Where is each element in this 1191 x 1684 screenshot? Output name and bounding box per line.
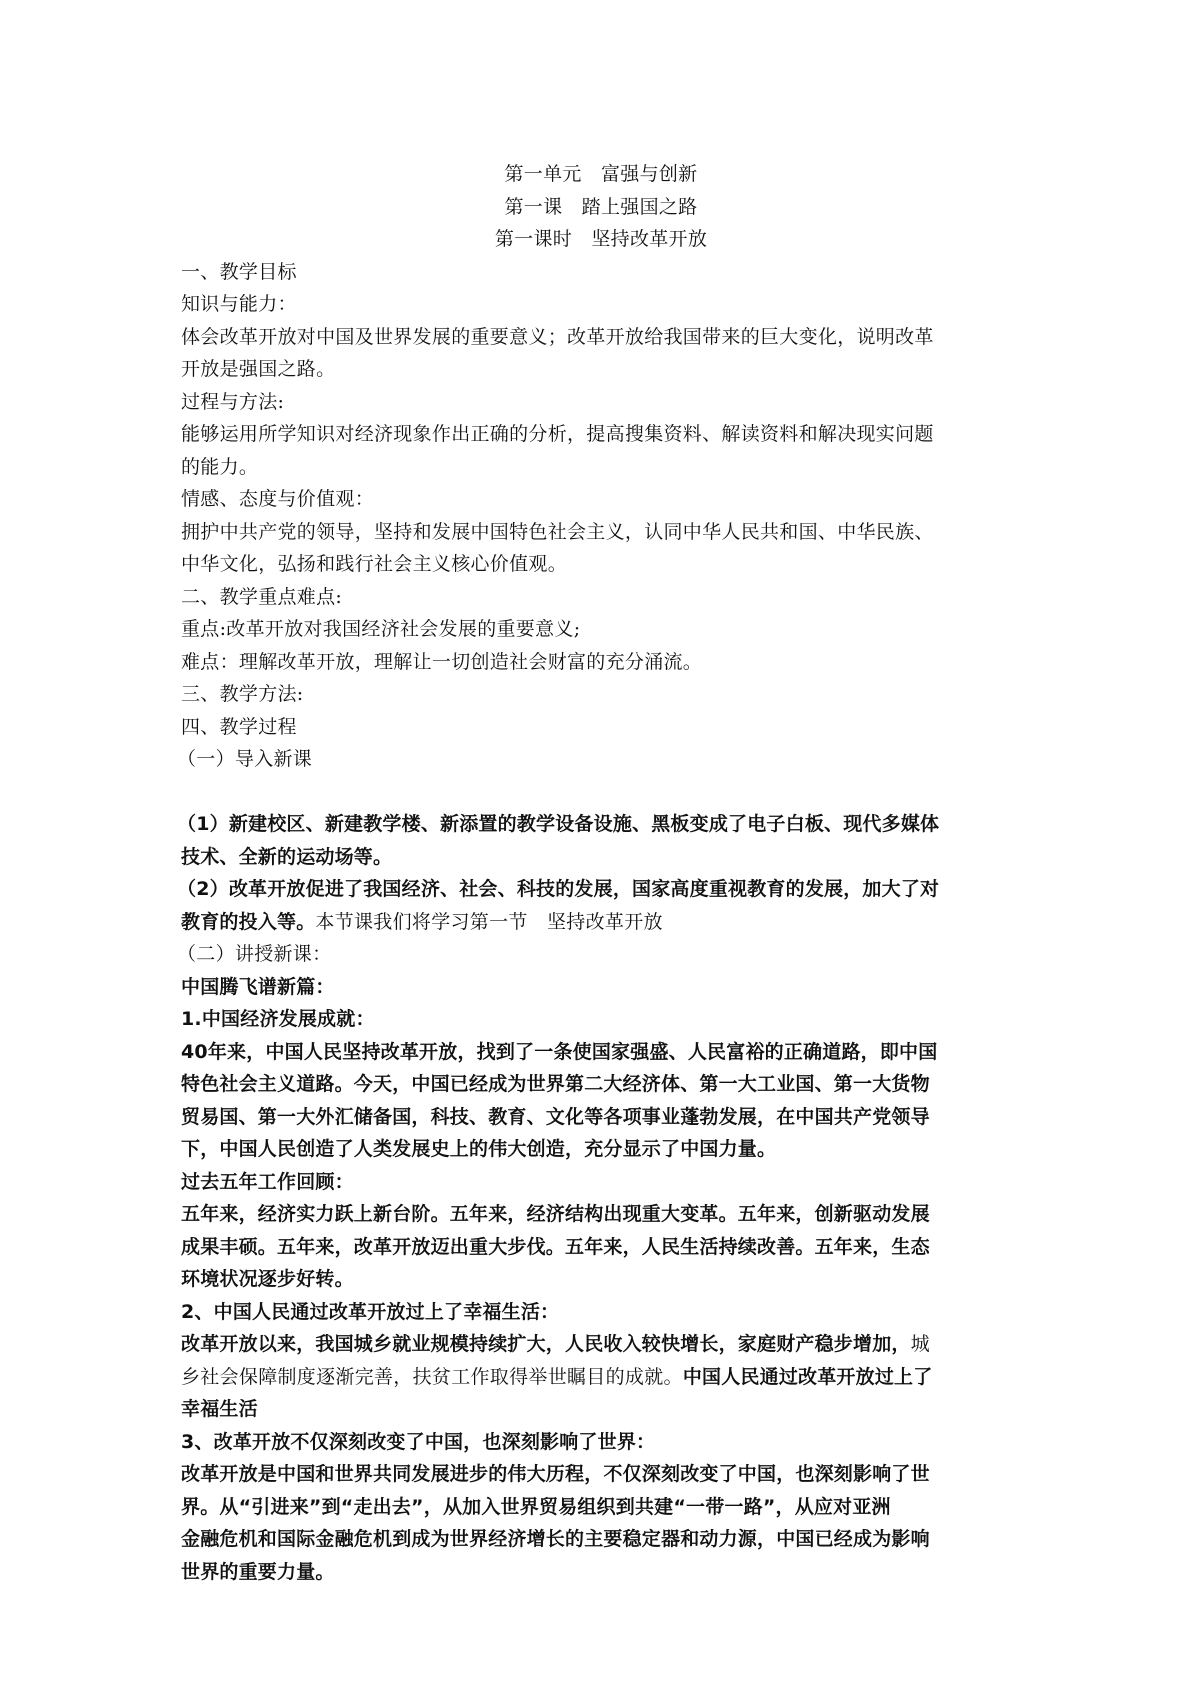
point-2-line-2	[181, 1361, 1021, 1394]
point-2-line-3: 幸福生活	[181, 1398, 258, 1420]
emotion-label: 情感、态度与价值观：	[181, 488, 375, 510]
intro-item-2-line-2	[181, 906, 1021, 939]
intro-item-2-line-1: （2）改革开放促进了我国经济、社会、科技的发展，国家高度重视教育的发展，加大了对	[177, 878, 940, 900]
point-1-line-2: 特色社会主义道路。今天，中国已经成为世界第二大经济体、第一大工业国、第一大货物	[181, 1073, 930, 1095]
document-body	[177, 158, 1021, 1588]
point-3-line-1: 改革开放是中国和世界共同发展进步的伟大历程，不仅深刻改变了中国，也深刻影响了世	[181, 1463, 930, 1485]
point-1-title: 1.中国经济发展成就：	[181, 1008, 375, 1030]
process-method-text-1: 能够运用所学知识对经济现象作出正确的分析，提高搜集资料、解读资料和解决现实问题	[181, 423, 934, 445]
intro-item-2-normal: 本节课我们将学习第一节 坚持改革开放	[315, 910, 663, 933]
intro-item-1-line-1: （1）新建校区、新建教学楼、新添置的教学设备设施、黑板变成了电子白板、现代多媒体	[177, 813, 940, 835]
process-heading: 四、教学过程	[181, 715, 297, 738]
review-line-3: 环境状况逐步好转。	[181, 1268, 354, 1290]
emotion-text-1: 拥护中共产党的领导，坚持和发展中国特色社会主义，认同中华人民共和国、中华民族、	[181, 520, 934, 543]
methods-heading: 三、教学方法:	[181, 683, 304, 705]
point-1-line-1: 40年来，中国人民坚持改革开放，找到了一条使国家强盛、人民富裕的正确道路，即中国	[181, 1040, 938, 1063]
point-1-line-4: 下，中国人民创造了人类发展史上的伟大创造，充分显示了中国力量。	[181, 1138, 777, 1160]
point-2-line-2-bold: 中国人民通过改革开放过上了	[682, 1365, 933, 1388]
period-title: 第一课时 坚持改革开放	[494, 228, 708, 250]
point-2-line-1	[181, 1328, 1021, 1361]
emotion-text-2: 中华文化，弘扬和践行社会主义核心价值观。	[181, 553, 568, 575]
knowledge-label: 知识与能力：	[181, 293, 297, 315]
section-title: 中国腾飞谱新篇：	[181, 975, 335, 998]
blank-line	[181, 776, 1021, 809]
goals-heading: 一、教学目标	[181, 260, 297, 283]
teach-label: （二）讲授新课：	[177, 943, 332, 965]
point-3-line-2: 界。从“引进来”到“走出去”，从加入世界贸易组织到共建“一带一路”，从应对亚洲	[181, 1495, 891, 1518]
knowledge-text-1: 体会改革开放对中国及世界发展的重要意义；改革开放给我国带来的巨大变化，说明改革	[181, 325, 934, 348]
intro-label: （一）导入新课	[177, 748, 313, 770]
process-method-text-2: 的能力。	[181, 455, 259, 478]
point-3-title: 3、改革开放不仅深刻改变了中国，也深刻影响了世界：	[181, 1430, 656, 1453]
difficult-point: 难点：理解改革开放，理解让一切创造社会财富的充分涌流。	[181, 650, 703, 673]
review-line-2: 成果丰硕。五年来，改革开放迈出重大步伐。五年来，人民生活持续改善。五年来，生态	[181, 1235, 930, 1258]
point-2-title: 2、中国人民通过改革开放过上了幸福生活：	[181, 1300, 560, 1323]
review-title: 过去五年工作回顾：	[181, 1170, 354, 1193]
point-2-line-2-normal: 乡社会保障制度逐渐完善，扶贫工作取得举世瞩目的成就。	[181, 1365, 683, 1388]
lesson-title: 第一课 踏上强国之路	[504, 195, 698, 218]
point-2-line-1-bold: 改革开放以来，我国城乡就业规模持续扩大，人民收入较快增长，家庭财产稳步增加，	[181, 1333, 911, 1355]
intro-item-2-bold: 教育的投入等。	[181, 910, 316, 933]
point-2-line-1-normal: 城	[910, 1333, 930, 1355]
key-point: 重点:改革开放对我国经济社会发展的重要意义;	[181, 618, 581, 640]
process-method-label: 过程与方法:	[181, 390, 285, 413]
point-3-line-4: 世界的重要力量。	[181, 1560, 335, 1583]
keypoints-heading: 二、教学重点难点:	[181, 585, 343, 608]
review-line-1: 五年来，经济实力跃上新台阶。五年来，经济结构出现重大变革。五年来，创新驱动发展	[181, 1203, 930, 1225]
intro-item-1-line-2: 技术、全新的运动场等。	[181, 845, 393, 868]
knowledge-text-2: 开放是强国之路。	[181, 358, 336, 380]
unit-title: 第一单元 富强与创新	[504, 163, 698, 185]
point-3-line-3: 金融危机和国际金融危机到成为世界经济增长的主要稳定器和动力源，中国已经成为影响	[181, 1528, 930, 1550]
point-1-line-3: 贸易国、第一大外汇储备国，科技、教育、文化等各项事业蓬勃发展，在中国共产党领导	[181, 1105, 930, 1128]
